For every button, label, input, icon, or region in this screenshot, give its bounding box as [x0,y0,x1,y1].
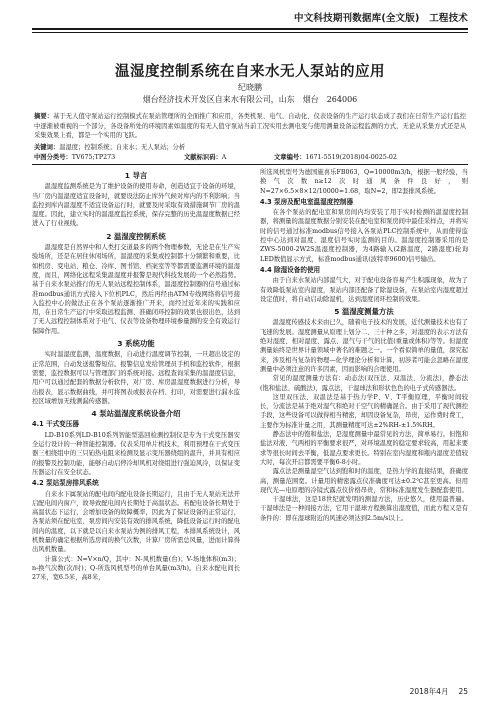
section-5-paragraph-4: 静态法中的饱和盐法，是湿度测量中最常见的方法，简单易行。但饱和盐法对液、气两相的平衡要求很严，对环境温度的稳定要求较高，用起来要求等很长时间去平衡，低湿点要求更长。特别在室内湿度和瓶内湿度差值较大时，每次开启都需要平衡6-8小时。 [260,431,468,466]
header-rule-thin [32,32,468,33]
section-1-paragraph: 温湿度监测系统是为了维护设备的使用寿命，创造适宜于设备的环境，当厂房内温湿度适宜设备时，就要设法防止库外气候对库内的不利影响；当监控到库内温湿度不适宜设备运行时，就要及时采取有效措施调节厂房的温湿度。因此，建立实时的温湿度监控系统，保存完整的历史温湿度数据已经进入了行业视线。 [32,183,240,228]
section-4-2-heading: 4.2 泵站泵房排风系统 [32,479,99,488]
section-5-paragraph-5: 露点法是测量湿空气达到饱和时的温度，是热力学的直接结果，准确度高，测量范围宽。计量用的精密露点仪准确度可达±0.2℃甚至更高。但用现代光—电原理的冷镜式露点仪价格昂贵，常和标准湿度发生器配套使用。 [260,468,468,494]
keywords-text: 温湿度；控制系统；自来水；无人泵站；分析 [59,144,186,151]
section-2-paragraph: 温湿度是自然界中和人类打交道最多的两个物理参数，无论是在生产实验场所，还是在居住休闲场所，温湿度的采集或控制都十分频繁和重要，比如机房、变电站、粮仓、冷库、图书馆、档案室等等都需要监测环境的温湿度，而且，网络化远程采集温湿度并报警是现代科技发展的一个必然趋势。基于自来水泵站推行的无人泵站远程控制体系，温湿度控制器的信号通过标准modbus通讯方式接入下位机PLC，然后再经由ATM专线网络将信号接入监控中心的做法正在各个泵站逐渐推广开来，而经过近年来的实践和应用，在日常生产运行中采取远程监测、准确闭环控制的效果也很出色，达到了无人远程控制体系对于电气、仪表等设备物理环境参量测的安全有效运行保障作用。 [32,244,240,335]
abstract-text: 基于无人值守泵站运行控制模式在泵站管理所的全面推广和应用，各类机泵、电气、自动化、仪表设备的生产运行状态成了我们在日常生产运行监控中逐渐被重视的一个部分，各设备所处的环境因素如温度的有无人值守泵站当前工况实用去测电变与使用测量设备运程监测的方式，无论从采集方式还是从采集效果上看，都是一个实用的飞跃。 [34,113,467,140]
section-4-4-paragraph: 由于自来水泵站内部湿气大，对于配电设备容易产生积露现象，故为了有效降低泵站室内湿度，泵站内部还配备了除湿设备，在泵站室内湿度超过设定值时，将自动启动除湿机，达到湿度闭环控制的效果。 [260,277,468,303]
section-3-paragraph: 实时温湿度监测，温度数据，自动进行温度调节控制，一旦超出设定的正常范围，自动发送报警短信。报警信息发给管理员手机和监控软件，根据需要，监控数据可以与管理部门的系统对接。远程查询采集的温湿度信息，用户可以通过配套的数据分析软件，对厂房、库房温湿度数据进行分析，导出报表，显示数据曲线，并可将图表或报表存档、打印，对需要进行漏水监控区域增加无线测漏传感器。 [32,351,240,405]
page-footer [410,686,468,697]
section-4-heading: 4 泵站温湿度系统设备介绍 [91,409,181,419]
section-4-3-paragraph: 在各个泵站的配电室和泵房间内均安装了用于实时检测的温湿度控制器，将测量的温湿度数据分别安装在配电室和泵房间中最佳采样点，并将实时的信号通过标准modbus信号接入各泵站PLC控制系统中，从而使得监控中心达到对温度、湿度信号实时监测的目的。温湿度控制器采用的是ZWS-5000-2W2S温湿度控制器，为4路输入(2路温度，2路湿度)轮询LED数值显示方式，标准modbus通讯(波特率9600)信号输出。 [260,209,468,263]
clc-label: 中图分类号： [34,154,72,161]
section-1-heading: 1 导言 [124,171,148,180]
section-2-heading: 2 温湿度控制系统 [106,231,166,241]
keywords [34,143,466,152]
article-author: 纪晓鹏 [238,83,262,92]
journal-name: 中文科技期刊数据库(全文版) 工程技术 [294,13,468,24]
section-4-2-paragraph-2: 计算公式：N=V×n/Q，其中：N-风机数量(台)；V-场地体积(m3)；n-换气次数(次/时)；Q-所选风机型号的单台风量(m3/h)。自来水配电间长27米，宽6.5米，高8米， [32,555,240,582]
clc-value: TV675;TP273 [71,154,116,161]
section-4-3-heading: 4.3 泵房及配电室温湿度控制器 [260,197,354,206]
abstract-divider [32,164,468,165]
doc-code-label: 文献标识码： [184,154,222,161]
left-column [32,168,240,582]
section-4-4-heading: 4.4 除湿设备的使用 [260,265,321,274]
abstract [34,112,466,141]
section-4-2-paragraph-1: 自来水下属泵站的配电间内配电设备长期运行，且由于无人泵站无法开启配电间内窗户，故导致配电间内长期处于高温状态。若配电设备长期处于高温状态下运行，会增加设备的故障概率，因此为了保证设备的正常运行，各泵站须在配电室、泵房间内安装有效的排风系统，降低设备运行时的配电间内的温度，以下就是以自来水泵站为例的排风工程，本排风系统设计，风机数量的确定根据所选房间的换气次数，计算厂房所需总风量，进而计算得出风机数量。 [32,490,240,554]
article-no-value: 1671-5519(2018)04-0025-02 [305,154,397,161]
section-4-1-paragraph: LD-B10系列LD-B10系列智能型巡回检测控制仪是专为干式变压器安全运行设计的一种智能控制器。仪表采用单片机技术，利用预埋在干式变压器三相绕组中的三只铂热电阻来检测及显示变压器绕组的温升，并具有相应的报警及控制功能，能够自动启停冷却风机对绕组进行强迫风冷，以保证变压器运行在安全状态。 [32,431,240,476]
page-header [0,0,500,40]
abstract-label: 摘要： [34,113,54,120]
article-meta [34,153,474,162]
right-column [260,168,468,523]
continued-paragraph: 所选风机型号为德国施喜乐FB063，Q=10000m3/h，根据一般经验，当换气次数n≥12次时通风条件良好，则N=27×6.5×8×12/10000≈1.68，取N=2，即2套排风系统。 [260,169,468,195]
article-affiliation: 烟台经济技术开发区自来水有限公司，山东 烟台 264006 [142,95,358,104]
section-5-paragraph-2: 常见的湿度测量方法有：动态法(双压法、双温法、分流法)，静态法(饱和盐法、硫酸法)，露点法，干湿球法和形状色色的电子式传感器法。 [260,375,468,392]
header-rule-thick [32,28,468,30]
section-5-paragraph-3: 这里双压法、双温法是基于热力学P、V、T平衡原理，平衡时间较长，分流法是基于绝对湿气和绝对干空气的精确混合。由于采用了现代测控手段，这些设备可以做得相当精密，却因设备复杂，昂贵，运作费时费工，主要作为标准计量之用，其测量精度可达±2%RH-±1.5%RH。 [260,393,468,429]
article-no-label: 文章编号： [274,154,306,161]
doc-code-value: A [221,154,227,161]
section-5-heading: 5 温湿度测量方法 [334,307,394,317]
section-4-1-heading: 4.1 干式变压器 [32,420,79,429]
article-title: 温湿度控制系统在自来水无人泵站的应用 [115,64,385,80]
section-5-paragraph-6: 干湿球法，这是18世纪就发明的测湿方法，历史悠久，使用最普遍。干湿球法是一种间接方法，它用干湿球方程换算出湿度值，而此方程又是有条件的：即在湿球附近的风速必须达到2.5m/s以上。 [260,496,468,522]
section-3-heading: 3 系统功能 [117,339,155,349]
footer-date: 2018年4月 [409,687,449,696]
section-5-paragraph-1: 温湿度传感技术来由已久，随着电子技术的发展，近代测量技术也有了飞速的发展。湿度测量从原理上划分二、三十种之多，对湿度的表示方法有绝对湿度、相对湿度、露点、湿气与干气的比值(重量或体积)等等。但湿度测量始终是世界计量领域中著名的难题之一。一个看似简单的量值，深究起来，涉及相当复杂的物理—化学理论分析和计算，初涉者可能会忽略在湿度测量中必须注意的许多因素，因而影响的合理使用。 [260,319,468,373]
page-number: 25 [458,687,468,696]
keywords-label: 关键词： [34,144,60,151]
